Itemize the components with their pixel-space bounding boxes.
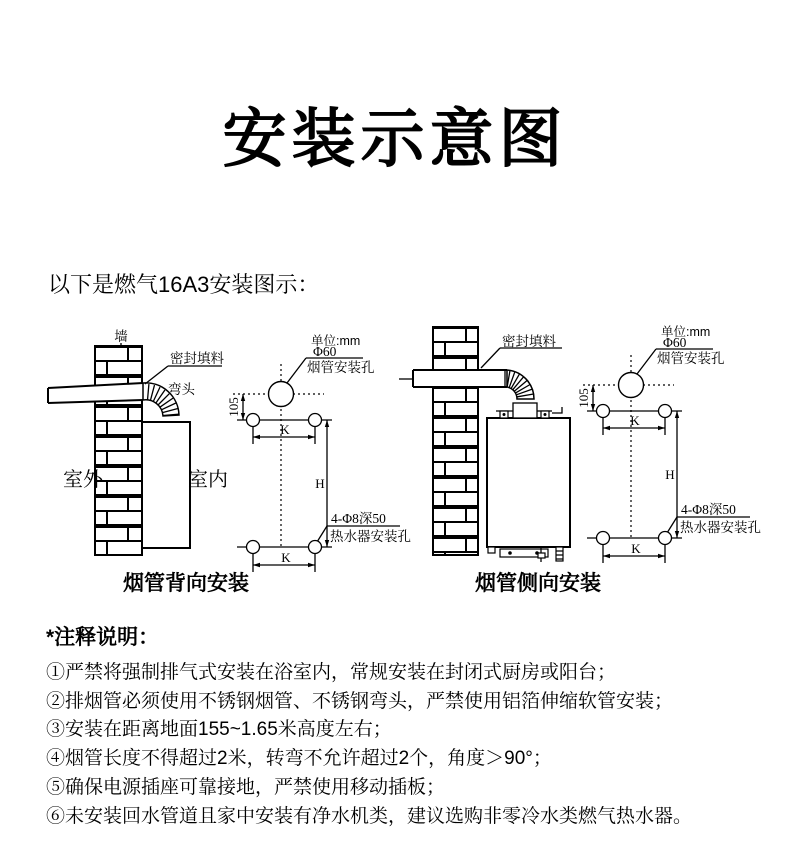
notes-title: *注释说明：: [46, 626, 160, 649]
offset-105-label: 105: [226, 397, 241, 417]
installation-diagram: [0, 315, 790, 615]
side-install-diagram: [399, 327, 601, 595]
mounting-dimension-diagram-2: [576, 325, 761, 563]
note-item-4: ④烟管长度不得超过2米，转弯不允许超过2个，角度＞90°；: [46, 748, 552, 770]
page-title: 安装示意图: [222, 103, 568, 175]
water-heater-back: [142, 422, 190, 548]
wall-label: 墙: [114, 329, 128, 344]
flue-hole-label: 烟管安装孔: [307, 360, 375, 375]
flue-pipe-2: [399, 370, 507, 387]
elbow-2: [505, 370, 534, 399]
h-label: H: [315, 476, 325, 491]
water-heater-side: [487, 403, 570, 562]
back-install-caption: 烟管背向安装: [123, 572, 249, 595]
elbow-label: 弯头: [168, 382, 195, 397]
note-item-1: ①严禁将强制排气式安装在浴室内，常规安装在封闭式厨房或阳台；: [46, 662, 617, 683]
note-item-6: ⑥未安装回水管道且家中安装有净水机类，建议选购非零冷水类燃气热水器。: [46, 805, 693, 827]
subtitle: 以下是燃气16A3安装图示：: [48, 272, 320, 297]
seal-filler-label-2: 密封填料: [502, 334, 556, 349]
unit-label: 单位:mm: [311, 334, 361, 348]
notes-section: [46, 621, 762, 831]
brick-wall-2: [433, 327, 478, 555]
side-install-caption: 烟管侧向安装: [475, 572, 601, 595]
note-item-3: ③安装在距离地面155~1.65米高度左右；: [46, 719, 392, 741]
indoor-label: 室内: [188, 469, 228, 491]
k-bottom-label: K: [281, 550, 291, 565]
flue-diameter-label: Φ60: [313, 344, 337, 359]
heater-holes-label: 热水器安装孔: [330, 529, 411, 544]
flue-pipe: [48, 383, 143, 403]
note-item-2: ②排烟管必须使用不锈钢烟管、不锈钢弯头，严禁使用铝箔伸缩软管安装；: [46, 690, 674, 712]
brick-wall: [95, 346, 142, 555]
note-item-5: ⑤确保电源插座可靠接地，严禁使用移动插板；: [46, 776, 446, 798]
mounting-dimension-diagram: [226, 334, 411, 572]
flue-hole-circle: [269, 382, 294, 407]
back-install-diagram: [48, 328, 249, 595]
outdoor-label: 室外: [63, 469, 103, 491]
seal-filler-label: 密封填料: [170, 351, 224, 366]
holes-spec-label: 4-Φ8深50: [331, 511, 386, 526]
k-top-label: K: [280, 422, 290, 437]
